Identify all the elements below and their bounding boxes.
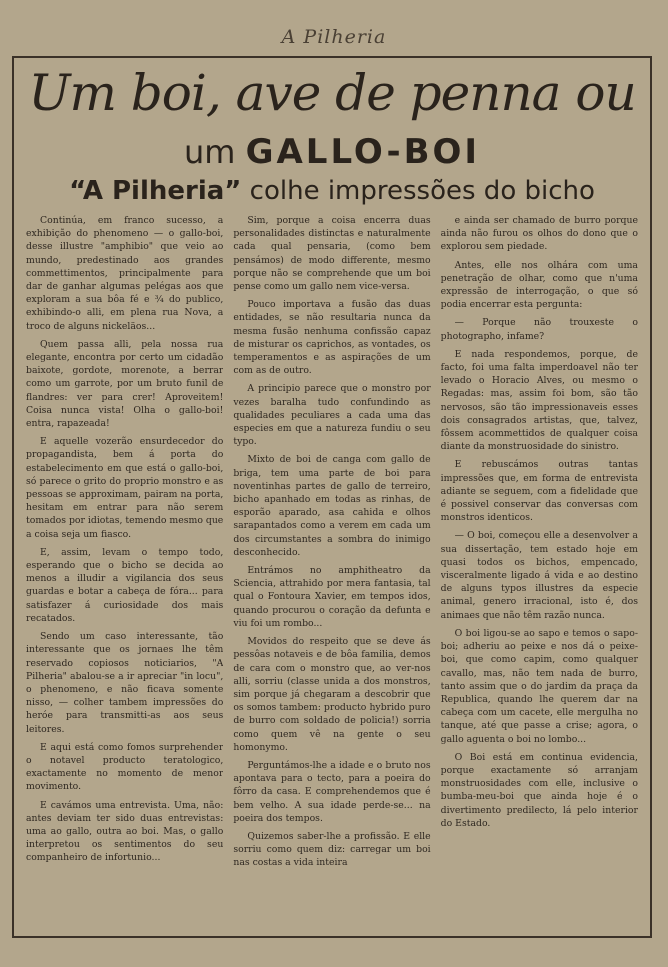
paragraph: O boi ligou-se ao sapo e temos o sapo-boi; adheriu ao peixe e nos dá o peixe-boi, que como capim, como qualquer cavallo, mas, não tem nada de burro, tanto assim que o do jardim da praça da Republica, quando lhe querem dar na cabeça com um cacete, elle mergulha no tanque, até que passe a crise; agora, o gallo aguenta o boi no lombo... bbox=[440, 627, 638, 745]
article-columns bbox=[26, 214, 638, 930]
paragraph: A principio parece que o monstro por vezes baralha tudo confundindo as qualidades peculiares a cada uma das especies em que a natureza fundiu o seu typo. bbox=[233, 383, 431, 448]
paragraph: Mixto de boi de canga com gallo de briga, tem uma parte de boi para noventinhas partes de gallo de terreiro, bicho apanhado em todas as rinhas, de esporão aparado, asa cahida e olhos sarapantados como a verem em cada um dos circumstantes a sombra do inimigo desconhecido. bbox=[233, 454, 431, 558]
paragraph: O Boi está em continua evidencia, porque exactamente só arranjam monstruosidades com elle, inclusive o bumba-meu-boi que ainda hoje é o divertimento predilecto, lá pelo interior do Estado. bbox=[440, 751, 638, 829]
subhead-title: GALLO-BOI bbox=[245, 132, 481, 172]
paragraph: Entrámos no amphitheatro da Sciencia, attrahido por mera fantasia, tal qual o Fontoura Xavier, em tempos idos, quando procurou o coração da defunta e viu foi um rombo... bbox=[233, 565, 431, 629]
paragraph: Sendo um caso interessante, tão interessante que os jornaes lhe têm reservado copiosos noticiarios, "A Pilheria" abalou-se a ir apreciar "in locu", o phenomeno, e não ficava somente nisso, — colher tambem impressões do heróe para transmitti-as aos seus leitores. bbox=[26, 631, 224, 735]
subhead-prefix: um bbox=[183, 133, 236, 171]
paragraph: Pouco importava a fusão das duas entidades, se não resultaria nunca da mesma fusão nenhuma confissão capaz de misturar os caprichos, as vontades, os temperamentos e as aspirações de um com as de outro. bbox=[233, 299, 431, 377]
paragraph: — O boi, começou elle a desenvolver a sua dissertação, tem estado hoje em quasi todos os bichos, empencado, visceralmente ligado á vida e ao destino de alguns typos illustres da especie animal, genero irracional, isto é, dos animaes que não têm razão nunca. bbox=[440, 530, 638, 621]
running-head: A Pilheria bbox=[281, 26, 387, 48]
column-2 bbox=[233, 214, 430, 930]
paragraph: — Porque não trouxeste o photographo, infame? bbox=[440, 317, 638, 342]
column-1 bbox=[26, 214, 223, 930]
paragraph: E cavámos uma entrevista. Uma, não: antes deviam ter sido duas entrevistas: uma ao gallo, outra ao boi. Mas, o gallo interpretou os sentimentos do seu companheiro de infortunio... bbox=[26, 799, 224, 864]
paragraph: E, assim, levam o tempo todo, esperando que o bicho se decida ao menos a illudir a vigilancia dos seus guardas e botar a cabeça de fóra... para satisfazer á curiosidade dos mais recatados. bbox=[26, 546, 224, 624]
paragraph: e ainda ser chamado de burro porque ainda não furou os olhos do dono que o explorou sem piedade. bbox=[440, 215, 638, 253]
paragraph: E aqui está como fomos surprehender o notavel producto teratologico, exactamente no momento de menor movimento. bbox=[26, 741, 224, 793]
paragraph: Sim, porque a coisa encerra duas personalidades distinctas e naturalmente cada qual pensaria, (como bem pensámos) de modo differente, mesmo porque não se comprehende que um boi pense como um gallo nem vice-versa. bbox=[233, 215, 431, 293]
paragraph: Quizemos saber-lhe a profissão. E elle sorriu como quem diz: carregar um boi nas costas a vida inteira bbox=[233, 830, 431, 869]
tagline bbox=[14, 176, 650, 206]
paragraph: Continúa, em franco sucesso, a exhibição do phenomeno — o gallo-boi, desse illustre "amphibio" que veio ao mundo, predestinado aos grandes commettimentos, principalmente para dar de ganhar algumas pelégas aos que exploram a sua bôa fé e ¾ do publico, exhibindo-o alli, em plena rua Nova, a troco de alguns nickeläos... bbox=[26, 215, 224, 332]
subhead bbox=[14, 132, 650, 172]
tagline-magazine: “A Pilheria” bbox=[69, 176, 242, 206]
paragraph: E aquelle vozerão ensurdecedor do propagandista, bem á porta do estabelecimento em que está o gallo-boi, só parece o grito do proprio monstro e as pessoas se approximam, pairam na porta, hesitam em entrar para não serem tomados por idiotas, temendo mesmo que a coisa seja um fiasco. bbox=[26, 436, 224, 540]
paragraph: Movidos do respeito que se deve ás pessôas notaveis e de bôa familia, demos de cara com o monstro que, ao ver-nos alli, sorriu (classe unida a dos monstros, sim porque já chegaram a descobrir que os somos tambem: producto hybrido puro de burro com soldado de policia!) sorria como quem vê na gente o seu homonymo. bbox=[233, 636, 431, 753]
paragraph: E nada respondemos, porque, de facto, foi uma falta imperdoavel não ter levado o Horacio Alves, ou mesmo o Regadas: mas, assim foi bom, são tão nervosos, são tão impressionaveis esses dois consagrados artistas, que, talvez, fôssem acommettidos de qualquer coisa diante da monstruosidade do sinistro. bbox=[440, 348, 638, 453]
paragraph: Perguntámos-lhe a idade e o bruto nos apontava para o tecto, para a poeira do fôrro da casa. E comprehendemos que é bem velho. A sua idade perde-se... na poeira dos tempos. bbox=[233, 759, 431, 824]
article-frame bbox=[12, 56, 652, 938]
paragraph: E rebuscámos outras tantas impressões que, em forma de entrevista adiante se seguem, com a fidelidade que é possivel conservar das conversas com monstros identicos. bbox=[440, 459, 638, 524]
paragraph: Quem passa alli, pela nossa rua elegante, encontra por certo um cidadão baixote, gordote, morenote, a berrar como um garrote, por um bruto funil de flandres: ver para crer! Aproveitem! Coisa nunca vista! Olha o gallo-boi! entra, rapazeada! bbox=[26, 338, 224, 430]
headline: Um boi, ave de penna ou bbox=[28, 64, 636, 122]
paragraph: Antes, elle nos olhára com uma penetração de olhar, como que n'uma expressão de interrogação, o que só podia encerrar esta pergunta: bbox=[440, 259, 638, 311]
tagline-rest: colhe impressões do bicho bbox=[249, 176, 595, 206]
column-3 bbox=[441, 214, 638, 930]
